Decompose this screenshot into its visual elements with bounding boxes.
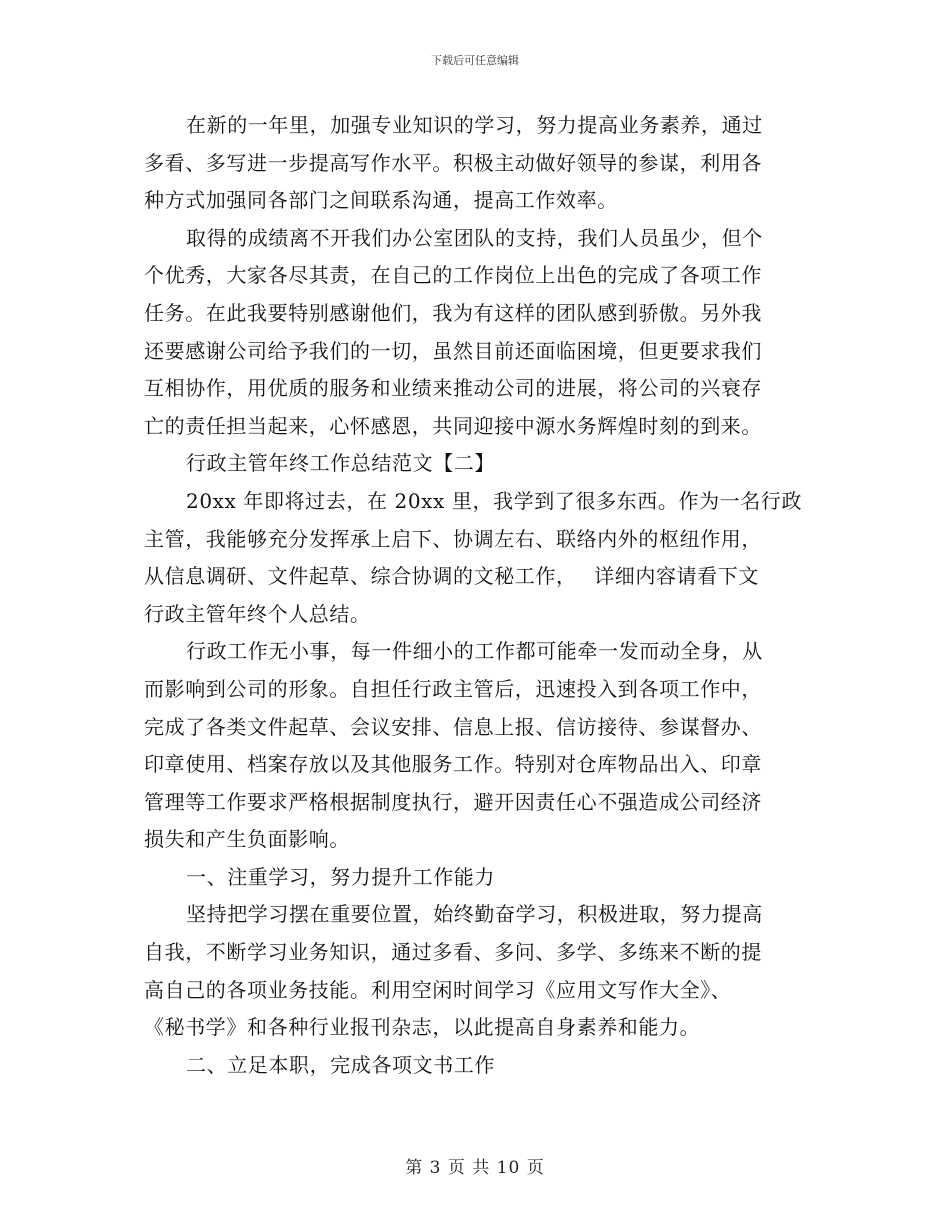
text-line: 任务。在此我要特别感谢他们，我为有这样的团队感到骄傲。另外我	[144, 300, 762, 325]
text-line: 互相协作，用优质的服务和业绩来推动公司的进展，将公司的兴衰存	[144, 376, 762, 401]
text-line: 完成了各类文件起草、会议安排、信息上报、信访接待、参谋督办、	[144, 714, 762, 739]
text-line: 印章使用、档案存放以及其他服务工作。特别对仓库物品出入、印章	[144, 752, 762, 777]
text-line: 多看、多写进一步提高写作水平。积极主动做好领导的参谋，利用各	[144, 150, 762, 175]
text-line: 20xx 年即将过去，在 20xx 里，我学到了很多东西。作为一名行政	[186, 488, 803, 513]
text-line: 自我，不断学习业务知识，通过多看、多问、多学、多练来不断的提	[144, 940, 762, 965]
text-line: 二、立足本职，完成各项文书工作	[186, 1052, 495, 1077]
text-line: 主管，我能够充分发挥承上启下、协调左右、联络内外的枢纽作用，	[144, 526, 762, 551]
text-line: 行政工作无小事，每一件细小的工作都可能牵一发而动全身，从	[186, 639, 763, 664]
text-line: 行政主管年终工作总结范文【二】	[186, 451, 495, 476]
document-body	[144, 107, 808, 1084]
text-line: 取得的成绩离不开我们办公室团队的支持，我们人员虽少，但个	[186, 225, 763, 250]
text-line: 一、注重学习，努力提升工作能力	[186, 864, 495, 889]
text-line: 在新的一年里，加强专业知识的学习，努力提高业务素养，通过	[186, 113, 763, 137]
text-line: 还要感谢公司给予我们的一切，虽然目前还面临困境，但更要求我们	[144, 338, 762, 363]
text-line: 个优秀，大家各尽其责，在自己的工作岗位上出色的完成了各项工作	[144, 263, 762, 288]
page-header: 下载后可任意编辑	[431, 54, 519, 67]
text-line: 行政主管年终个人总结。	[144, 601, 371, 626]
text-line: 而影响到公司的形象。自担任行政主管后，迅速投入到各项工作中，	[144, 676, 762, 701]
page-number: 第 3 页 共 10 页	[405, 1158, 545, 1178]
text-line: 损失和产生负面影响。	[144, 827, 350, 852]
text-line: 亡的责任担当起来，心怀感恩，共同迎接中源水务辉煌时刻的到来。	[144, 413, 762, 438]
text-line: 从信息调研、文件起草、综合协调的文秘工作， 详细内容请看下文	[144, 564, 759, 589]
text-line: 种方式加强同各部门之间联系沟通，提高工作效率。	[144, 188, 618, 213]
text-line: 高自己的各项业务技能。利用空闲时间学习《应用文写作大全》、	[144, 977, 732, 1002]
text-line: 坚持把学习摆在重要位置，始终勤奋学习，积极进取，努力提高	[186, 902, 763, 927]
text-line: 管理等工作要求严格根据制度执行，避开因责任心不强造成公司经济	[144, 789, 762, 814]
text-line: 《秘书学》和各种行业报刊杂志，以此提高自身素养和能力。	[144, 1015, 701, 1040]
